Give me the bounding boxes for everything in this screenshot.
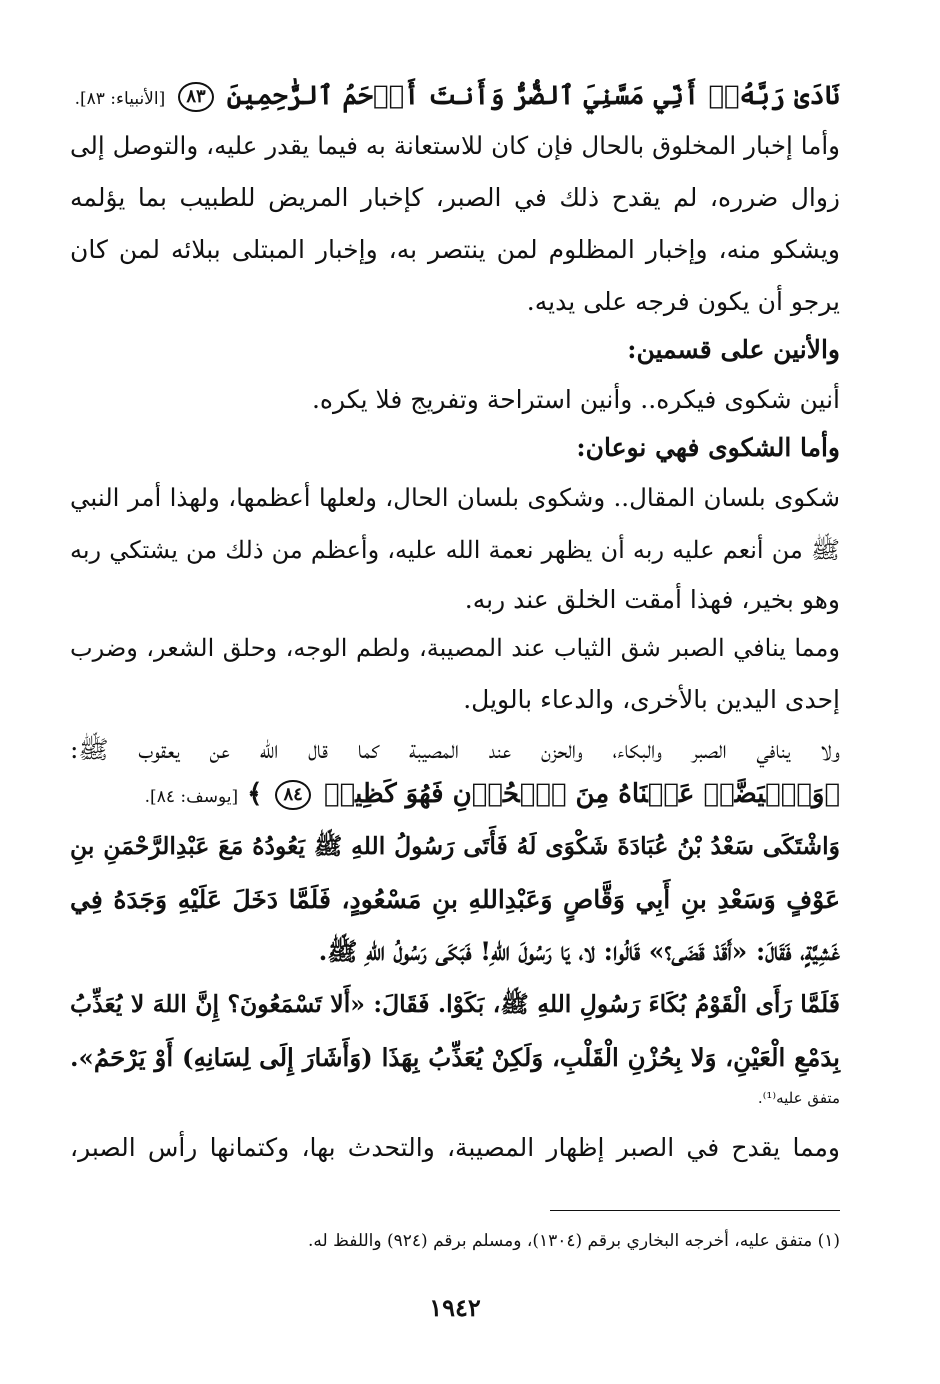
body-line: ﷺ من أنعم عليه ربه أن يظهر نعمة الله عليه، وأعظم من ذلك من يشتكي ربه <box>70 536 841 564</box>
body-line: يرجو أن يكون فرجه على يديه. <box>526 287 840 316</box>
verse-text: نَادَىٰ رَبَّهُۥٓ أَنِّي مَسَّنِيَ ٱلضُّرُّ وَأَنتَ أَرۡحَمُ ٱلرَّٰحِمِينَ <box>226 81 840 111</box>
body-line: زوال ضرره، لم يقدح ذلك في الصبر، كإخبار المريض للطبيب بما يؤلمه <box>70 183 840 212</box>
verse-reference: [الأنبياء: ٨٣]. <box>74 89 166 109</box>
footnote: (١) متفق عليه، أخرجه البخاري برقم (١٣٠٤)، ومسلم برقم (٩٢٤) واللفظ له. <box>308 1231 840 1251</box>
body-line: ومما ينافي الصبر شق الثياب عند المصيبة، ولطم الوجه، وحلق الشعر، وضرب <box>70 634 841 662</box>
body-line: ومما يقدح في الصبر إظهار المصيبة، والتحدث بها، وكتمانها رأس الصبر، <box>70 1133 840 1162</box>
hadith-line: غَشِيَّةٍ، فَقَالَ: «أَقَدْ قَضَى؟» قَالُوا: لا، يَا رَسُولَ اللهِ! فَبَكَى رَسُولُ اللهِ ﷺ. <box>318 937 840 966</box>
hadith-line: فَلَمَّا رَأَى الْقَوْمُ بُكَاءَ رَسُولِ اللهِ ﷺ، بَكَوْا. فَقَالَ: «أَلا تَسْمَعُونَ؟ إِنَّ اللهَ لا يُعَذِّبُ <box>70 990 840 1018</box>
body-line: أنين شكوى فيكره.. وأنين استراحة وتفريج فلا يكره. <box>311 385 840 414</box>
quran-verse-anbiya <box>70 70 840 125</box>
book-page <box>70 60 840 1360</box>
hadith-line: بِدَمْعِ الْعَيْنِ، وَلا بِحُزْنِ الْقَلْبِ، وَلَكِنْ يُعَذِّبُ بِهَذَا (وَأَشَارَ إِلَى لِسَانِهِ) أَوْ يَرْحَمُ». <box>70 1043 840 1072</box>
footnote-divider <box>550 1210 840 1211</box>
hadith-line: عَوْفٍ وَسَعْدِ بنِ أَبِي وَقَّاصٍ وَعَبْدِاللهِ بنِ مَسْعُودٍ، فَلَمَّا دَخَلَ عَلَيْهِ وَجَدَهُ فِي <box>70 885 840 914</box>
body-line: وأما إخبار المخلوق بالحال فإن كان للاستعانة به فيما يقدر عليه، والتوصل إلى <box>70 131 840 160</box>
verse-reference: [يوسف: ٨٤]. <box>144 787 239 807</box>
section-heading-complaint: وأما الشكوى فهي نوعان: <box>576 433 840 462</box>
hadith-source-note: متفق عليه⁽¹⁾. <box>757 1089 840 1107</box>
verse-text: ﴿وَٱبۡيَضَّتۡ عَيۡنَاهُ مِنَ ٱلۡحُزۡنِ فَهُوَ كَظِيمٞ <box>323 779 840 809</box>
hadith-line: وَاشْتَكَى سَعْدُ بْنُ عُبَادَةَ شَكْوَى لَهُ فَأَتَى رَسُولُ اللهِ ﷺ يَعُودُهُ مَعَ عَبْدِالرَّحْمَنِ بنِ <box>70 832 840 860</box>
body-line: ويشكو منه، وإخبار المظلوم لمن ينتصر به، وإخبار المبتلى ببلائه لمن كان <box>70 235 840 264</box>
body-line: ولا ينافي الصبر والبكاء، والحزن عند المصيبة كما قال الله عن يعقوب ﷺ: <box>70 735 840 764</box>
body-line: إحدى اليدين بالأخرى، والدعاء بالويل. <box>463 685 840 714</box>
section-heading-moaning: والأنين على قسمين: <box>627 335 840 364</box>
page-number: ١٩٤٢ <box>429 1293 481 1322</box>
body-line: وهو بخير، فهذا أمقت الخلق عند ربه. <box>464 585 840 614</box>
body-line: شكوى بلسان المقال.. وشكوى بلسان الحال، ولعلها أعظمها، ولهذا أمر النبي <box>70 483 840 512</box>
ayah-number-marker: ٨٣ <box>178 82 213 112</box>
ayah-number-marker: ٨٤ <box>275 780 310 810</box>
quran-verse-yusuf <box>70 768 840 823</box>
verse-closing-bracket: ﴾ <box>247 779 263 809</box>
